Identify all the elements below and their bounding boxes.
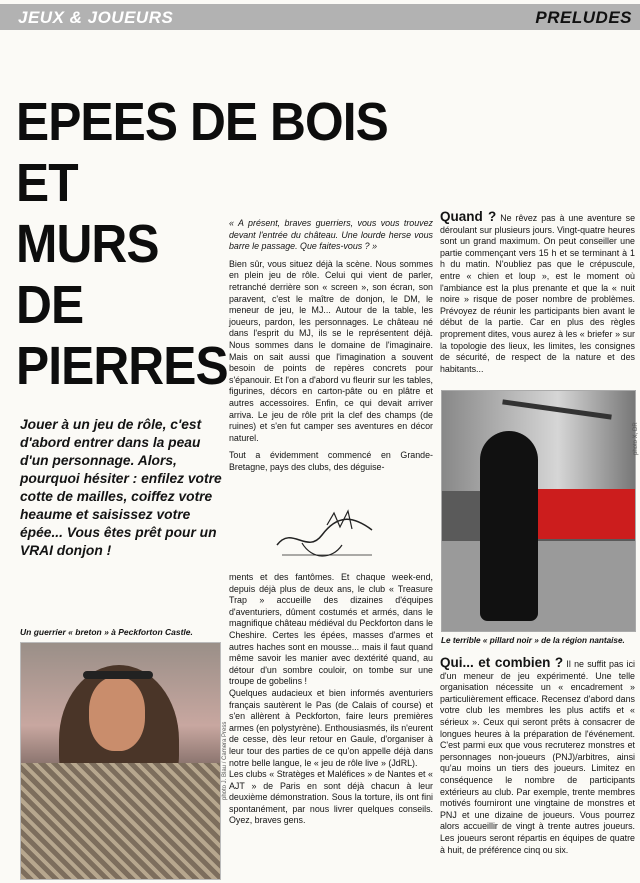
dragon-sketch-illustration bbox=[272, 505, 382, 565]
section-label: JEUX & JOUEURS bbox=[18, 8, 174, 27]
photo-caption-warrior: Un guerrier « breton » à Peckforton Castle. bbox=[20, 627, 193, 637]
title-line: MURS bbox=[16, 214, 159, 274]
photo-figure-shape bbox=[480, 431, 538, 621]
subhead-qui-combien: Qui... et combien ? bbox=[440, 655, 564, 670]
intro-quote: « A présent, braves guerriers, vous vous trouvez devant l'entrée du château. Une lourde herse vous barre le passage. Que faites-vous ? » bbox=[229, 218, 433, 252]
title-line: EPEES DE BOIS bbox=[16, 92, 388, 152]
rubric-label: PRELUDES bbox=[535, 8, 632, 27]
photo-face-shape bbox=[89, 677, 145, 751]
paragraph: Les clubs « Stratèges et Maléfices » de Nantes et « AJT » de Paris en sont déjà chacun à leur deuxième démonstration. Sous la torture, ils ont fini spontanément, par nous livrer quelques conseils. Oyez, braves gens. bbox=[229, 769, 433, 826]
article-lede: Jouer à un jeu de rôle, c'est d'abord entrer dans la peau d'un personnage. Alors, pourquoi hésiter : enfilez votre cotte de mailles, coiffez votre heaume et saisissez votre épée... Vous êtes prêt pour un VRAI donjon ! bbox=[20, 417, 222, 558]
article-column-2 bbox=[229, 218, 433, 473]
section-header-bar bbox=[0, 4, 640, 30]
photo-floor-shape bbox=[442, 541, 635, 631]
paragraph: Tout a évidemment commencé en Grande-Bretagne, pays des clubs, des déguise- bbox=[229, 450, 433, 472]
article-column-2-continued bbox=[229, 572, 433, 827]
title-line: PIERRES bbox=[16, 336, 228, 396]
article-column-3-continued bbox=[440, 657, 635, 856]
warrior-photo bbox=[20, 642, 221, 880]
paragraph: Bien sûr, vous situez déjà la scène. Nous sommes en plein jeu de rôle. Celui qui vient de parler, retranché derrière son « screen », son écran, son paravent, c'est le maître de donjon, le DM, le meneur de jeu, le MJ... Autour de la table, les joueurs, pardon, les personnages. Le château né dans l'esprit du MJ, ils se le représentent déjà. Nous sommes dans le domaine de l'imaginaire. Mais on sait aussi que l'imagination a souvent besoin de points de repères concrets pour s'épanouir. Et l'on a d'abord vu fleurir sur les tables, figurines, décors en carton-pâte ou en plâtre et autres accessoires. Enfin, ce qui devait arriver arriva. Le jeu de rôle prit la clef des champs (de ruines) et s'en fut camper ses aventures en décor naturel. bbox=[229, 258, 433, 443]
article-column-3 bbox=[440, 211, 635, 375]
black-raider-photo bbox=[441, 390, 636, 632]
title-line: ET bbox=[16, 153, 78, 213]
photo-fur-shape bbox=[21, 763, 220, 879]
paragraph: Quelques audacieux et bien informés aventuriers français sautèrent le Pas (de Calais of course) et s'en allèrent à Peckforton, faire leurs premières armes (en polystyrène). Enthousiasmés, ils n'eurent de cesse, dès leur retour en Gaule, d'organiser à leur tour des parties de ce qu'on appelle déjà dans notre belle langue, le « jeu de rôle live » (JdRL). bbox=[229, 687, 433, 768]
photo-headband-shape bbox=[83, 671, 153, 679]
paragraph: Ne rêvez pas à une aventure se déroulant sur plusieurs jours. Vingt-quatre heures sont un grand maximum. On peut conseiller une partie commençant vers 15 h et se terminant à 1 h du matin. N'oubliez pas que le crépuscule, entre « chien et loup », est le moment où l'ambiance est la plus prenante et que la « nuit noire » risque de poser nombre de problèmes. Prévoyez de réunir les participants bien avant le début de la partie. Car en plus des règles proprement dites, vous aurez à les « briefer » sur la topologie des lieux, les limites, les consignes de sécurité, de respect de la nature et des habitants... bbox=[440, 213, 636, 374]
photo-caption-raider: Le terrible « pillard noir » de la région nantaise. bbox=[441, 636, 625, 645]
photo-credit-raider: photo X, DR bbox=[633, 422, 639, 455]
paragraph: Il ne suffit pas ici d'un meneur de jeu expérimenté. Une telle organisation nécessite un « encadrement » particulièrement efficace. Recensez d'abord dans votre club les membres les plus actifs et « sérieux ». Ceux qui seront prêts à consacrer de longues heures à la préparation de l'événement. C'est parmi eux que vous recruterez monstres et personnages non-joueurs (PNJ)/arbitres, ainsi qu'au moins un tiers des joueurs. Limitez en conséquence le nombre de participants extérieurs au club. Par exemple, trente membres motivés fourniront une vingtaine de monstres et PNJ et une dizaine de joueurs. Vous pourrez alors accueillir de vingt à trente autres joueurs. Les joueurs seront répartis en équipes de quatre à huit, de préférence cinq ou six. bbox=[440, 659, 636, 855]
photo-red-shape bbox=[522, 489, 635, 539]
title-line: DE bbox=[16, 275, 84, 335]
photo-credit-warrior: photo J. Blau / Camera Press bbox=[222, 721, 228, 800]
paragraph: ments et des fantômes. Et chaque week-end, depuis déjà plus de deux ans, le club « Treasure Trap » accueille des dizaines d'équipes d'aventuriers, dûment costumés et armés, dans le magnifique château médiéval du Peckforton dans le Cheshire. Certes les épées, masses d'armes et autres haches sont en mousse... mais il faut quand même savoir les manier avec dextérité quand, au détour d'un sombre couloir, on tombe sur une troupe de gobelins ! bbox=[229, 572, 433, 687]
subhead-quand: Quand ? bbox=[440, 209, 497, 224]
